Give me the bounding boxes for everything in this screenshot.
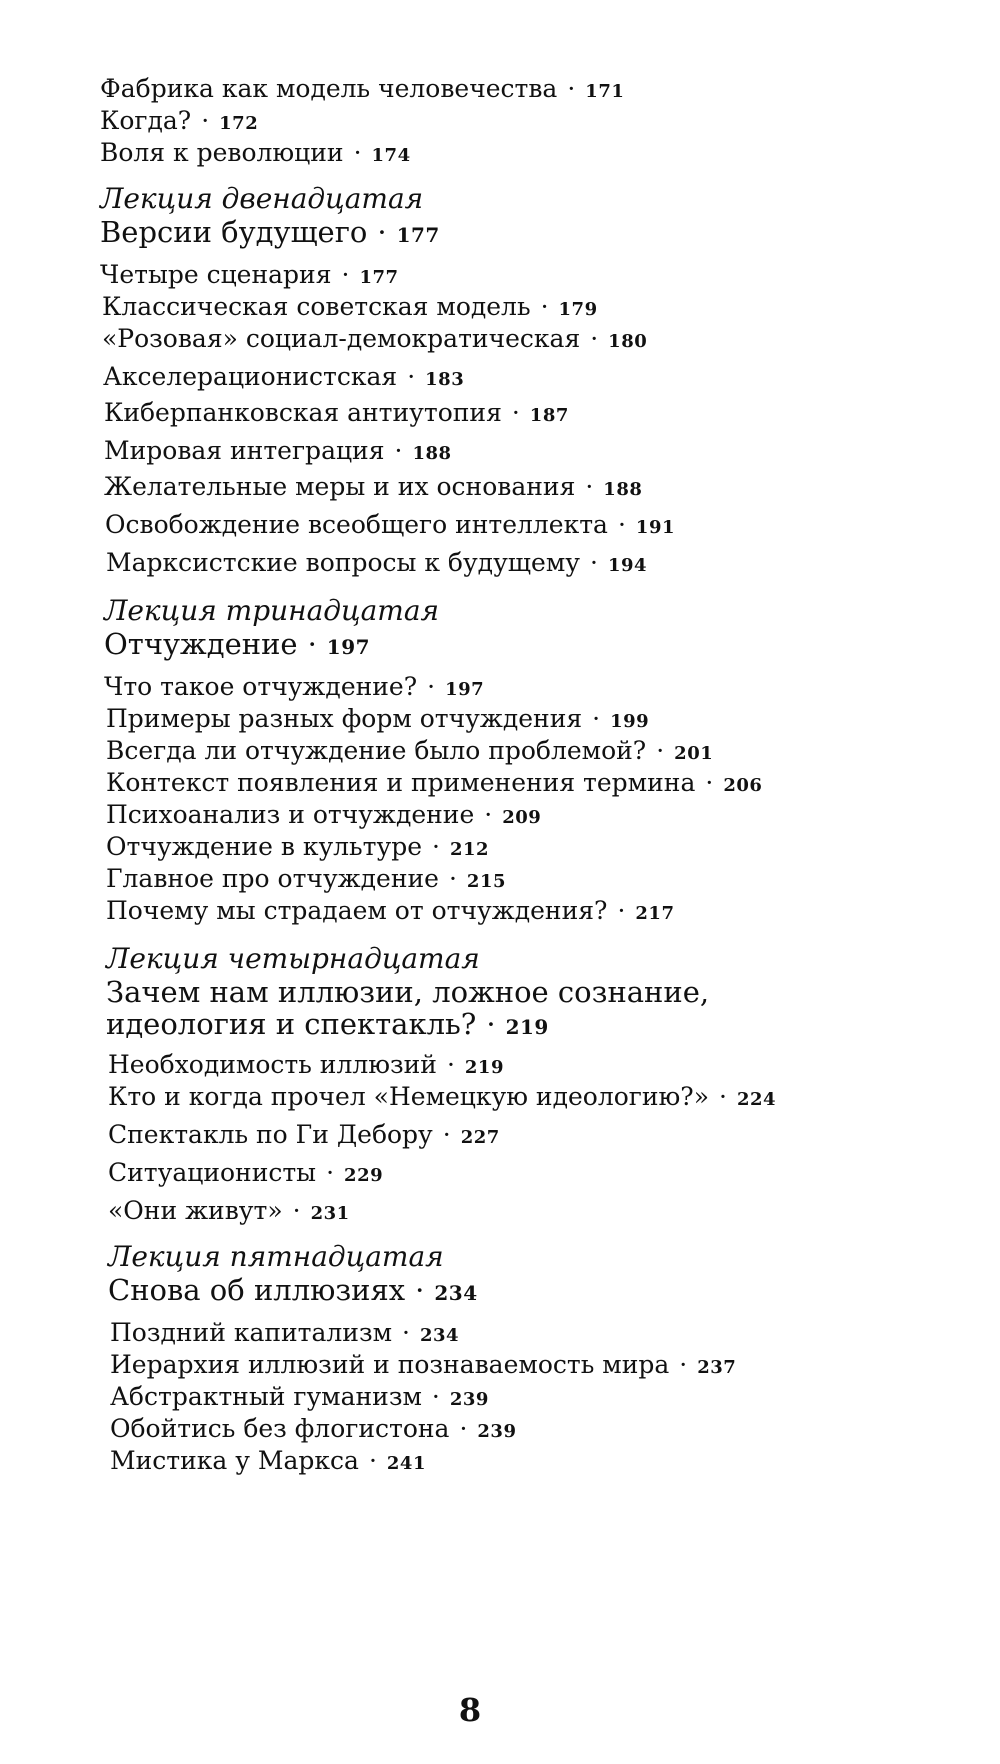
entry-title: «Розовая» социал-демократическая [102,324,581,353]
entry-title: Кто и когда прочел «Немецкую идеологию?» [108,1082,709,1111]
entry-page: 227 [460,1127,500,1148]
entry-page: 174 [371,145,411,166]
entry-title: Ситуационисты [108,1158,317,1187]
entry-title: Освобождение всеобщего интеллекта [105,510,608,539]
entry-page: 234 [419,1325,460,1346]
separator-dot: · [201,106,210,135]
separator-dot: · [427,672,436,701]
lecture-13-title [104,626,370,665]
entry-page: 229 [344,1165,384,1186]
separator-dot: · [415,1273,425,1307]
separator-dot: · [407,362,416,391]
entry-title: Почему мы страдаем от отчуждения? [106,896,608,925]
entry-title: Иерархия иллюзий и познаваемость мира [110,1350,670,1379]
lecture-14-label: Лекция четырнадцатая [106,942,480,975]
entry-title: «Они живут» [108,1196,283,1225]
entry-page: 188 [603,479,643,500]
entry-page: 239 [477,1421,517,1442]
entry-title: Контекст появления и применения термина [106,768,696,797]
entry-page: 201 [674,743,714,764]
toc-entry [104,398,569,431]
lecture-page: 219 [505,1015,549,1039]
separator-dot: · [326,1158,335,1187]
lecture-14-title-line-1: Зачем нам иллюзии, ложное сознание, [106,975,710,1009]
lecture-title-text: Отчуждение [104,627,298,661]
entry-title: Мировая интеграция [104,436,385,465]
entry-page: 197 [445,679,485,700]
entry-title: Акселерационистская [103,362,398,391]
entry-title: Четыре сценария [100,260,332,289]
separator-dot: · [431,1382,440,1411]
separator-dot: · [368,1446,377,1475]
entry-title: Обойтись без флогистона [110,1414,450,1443]
separator-dot: · [589,548,598,577]
separator-dot: · [394,436,403,465]
entry-title: Фабрика как модель человечества [100,74,558,103]
toc-entry [106,768,762,801]
separator-dot: · [705,768,714,797]
separator-dot: · [592,704,601,733]
entry-page: 180 [608,331,648,352]
entry-page: 212 [449,839,490,860]
entry-title: Поздний капитализм [110,1318,393,1347]
entry-page: 183 [425,369,465,390]
toc-entry [100,74,624,107]
lecture-14-title-line-2 [106,1006,549,1045]
separator-dot: · [617,510,626,539]
entry-page: 209 [502,807,542,828]
entry-title: Абстрактный гуманизм [110,1382,422,1411]
lecture-15-label: Лекция пятнадцатая [108,1240,444,1273]
separator-dot: · [585,472,594,501]
entry-title: Воля к революции [100,138,344,167]
entry-title: Что такое отчуждение? [104,672,418,701]
separator-dot: · [459,1414,468,1443]
toc-entry [100,260,399,293]
entry-page: 188 [412,443,452,464]
entry-title: Когда? [100,106,192,135]
lecture-page: 234 [434,1281,478,1305]
lecture-title-text: Снова об иллюзиях [108,1273,406,1307]
entry-page: 191 [635,517,675,538]
separator-dot: · [402,1318,410,1347]
entry-page: 187 [529,405,569,426]
entry-title: Необходимость иллюзий [108,1050,437,1079]
separator-dot: · [486,1007,496,1041]
toc-entry [103,362,464,395]
separator-dot: · [679,1350,688,1379]
entry-page: 179 [558,299,598,320]
separator-dot: · [432,832,440,861]
toc-entry [106,896,674,929]
separator-dot: · [341,260,350,289]
toc-entry [106,864,506,897]
separator-dot: · [484,800,493,829]
separator-dot: · [540,292,549,321]
entry-title: Классическая советская модель [102,292,531,321]
toc-entry [102,324,647,357]
toc-entry [106,736,713,769]
toc-entry [105,510,675,543]
entry-page: 224 [736,1089,777,1110]
toc-entry [104,472,642,505]
separator-dot: · [719,1082,727,1111]
entry-page: 237 [697,1357,737,1378]
entry-title: Всегда ли отчуждение было проблемой? [106,736,647,765]
entry-title: Отчуждение в культуре [106,832,423,861]
toc-entry [108,1082,776,1115]
toc-entry [110,1350,736,1383]
entry-page: 241 [386,1453,426,1474]
entry-page: 172 [219,113,259,134]
toc-entry [106,548,647,581]
lecture-12-title [100,214,440,253]
separator-dot: · [448,864,457,893]
separator-dot: · [292,1196,301,1225]
entry-page: 219 [464,1057,504,1078]
entry-page: 171 [585,81,625,102]
lecture-13-label: Лекция тринадцатая [104,594,440,627]
lecture-page: 197 [326,635,371,659]
entry-page: 199 [610,711,650,732]
lecture-12-label: Лекция двенадцатая [100,182,424,215]
toc-entry [108,1050,504,1083]
entry-page: 194 [607,555,648,576]
toc-entry [110,1414,516,1447]
entry-page: 231 [310,1203,350,1224]
toc-entry [110,1318,459,1351]
separator-dot: · [617,896,626,925]
entry-page: 177 [359,267,399,288]
entry-page: 217 [635,903,675,924]
separator-dot: · [377,215,387,249]
lecture-page: 177 [396,223,440,247]
toc-entry [110,1446,426,1479]
entry-page: 206 [723,775,763,796]
lecture-title-text: Версии будущего [100,215,368,249]
entry-title: Мистика у Маркса [110,1446,359,1475]
toc-entry [108,1120,500,1153]
entry-title: Главное про отчуждение [106,864,439,893]
toc-entry [106,704,649,737]
toc-entry [110,1382,489,1415]
toc-entry [100,106,258,139]
entry-title: Киберпанковская антиутопия [104,398,502,427]
toc-entry [104,436,452,469]
separator-dot: · [511,398,520,427]
separator-dot: · [353,138,362,167]
toc-entry [104,672,484,705]
lecture-15-title [108,1272,478,1311]
toc-entry [106,832,489,865]
toc-entry [108,1158,383,1191]
separator-dot: · [590,324,599,353]
entry-title: Спектакль по Ги Дебору [108,1120,433,1149]
toc-entry [106,800,541,833]
entry-title: Примеры разных форм отчуждения [106,704,583,733]
entry-title: Желательные меры и их основания [104,472,576,501]
toc-entry [102,292,598,325]
separator-dot: · [567,74,576,103]
toc-entry [100,138,411,171]
separator-dot: · [656,736,665,765]
entry-page: 215 [466,871,506,892]
page-number: 8 [458,1691,482,1729]
entry-title: Психоанализ и отчуждение [106,800,475,829]
toc-entry [108,1196,350,1229]
separator-dot: · [446,1050,455,1079]
entry-title: Марксистские вопросы к будущему [106,548,580,577]
separator-dot: · [442,1120,451,1149]
lecture-title-text: идеология и спектакль? [106,1007,477,1041]
entry-page: 239 [449,1389,489,1410]
separator-dot: · [307,627,317,661]
